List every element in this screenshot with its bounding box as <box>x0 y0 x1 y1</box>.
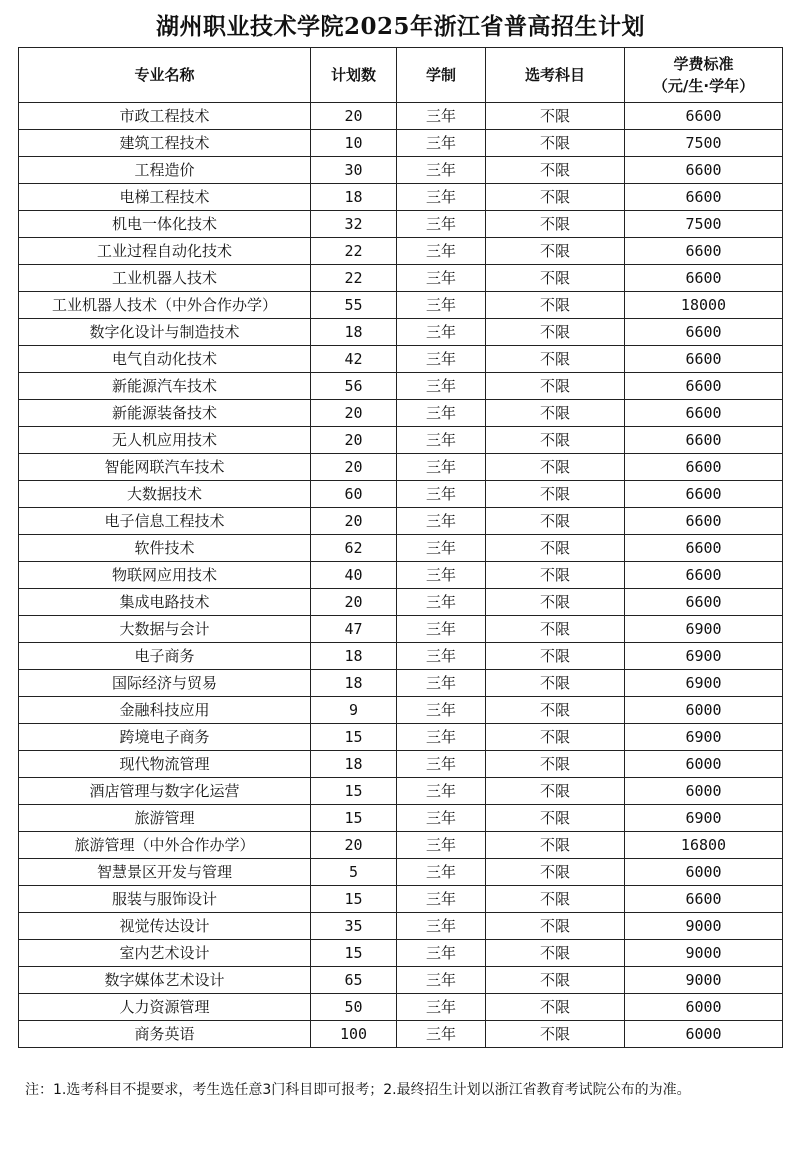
table-row <box>19 454 783 481</box>
document-title: 湖州职业技术学院2025年浙江省普高招生计划 <box>155 13 645 40</box>
duration-cell: 三年 <box>397 1021 486 1048</box>
duration-cell: 三年 <box>397 805 486 832</box>
major-cell: 电梯工程技术 <box>19 184 311 211</box>
major-cell: 工业机器人技术（中外合作办学） <box>19 292 311 319</box>
major-cell: 建筑工程技术 <box>19 130 311 157</box>
enrollment-plan-table <box>18 47 783 1048</box>
duration-cell: 三年 <box>397 157 486 184</box>
table-row <box>19 373 783 400</box>
duration-cell: 三年 <box>397 643 486 670</box>
count-cell: 42 <box>311 346 397 373</box>
major-cell: 国际经济与贸易 <box>19 670 311 697</box>
fee-cell: 6000 <box>625 697 783 724</box>
duration-cell: 三年 <box>397 211 486 238</box>
table-row <box>19 265 783 292</box>
header-major: 专业名称 <box>19 48 311 103</box>
fee-cell: 6600 <box>625 157 783 184</box>
count-cell: 15 <box>311 724 397 751</box>
major-cell: 新能源汽车技术 <box>19 373 311 400</box>
subjects-cell: 不限 <box>486 994 625 1021</box>
fee-cell: 6600 <box>625 400 783 427</box>
table-row <box>19 805 783 832</box>
major-cell: 大数据技术 <box>19 481 311 508</box>
count-cell: 50 <box>311 994 397 1021</box>
fee-cell: 6600 <box>625 103 783 130</box>
duration-cell: 三年 <box>397 859 486 886</box>
major-cell: 酒店管理与数字化运营 <box>19 778 311 805</box>
table-row <box>19 157 783 184</box>
table-row <box>19 859 783 886</box>
count-cell: 20 <box>311 427 397 454</box>
fee-cell: 6600 <box>625 562 783 589</box>
subjects-cell: 不限 <box>486 859 625 886</box>
major-cell: 智能网联汽车技术 <box>19 454 311 481</box>
count-cell: 22 <box>311 265 397 292</box>
duration-cell: 三年 <box>397 481 486 508</box>
major-cell: 电气自动化技术 <box>19 346 311 373</box>
count-cell: 20 <box>311 103 397 130</box>
subjects-cell: 不限 <box>486 751 625 778</box>
major-cell: 智慧景区开发与管理 <box>19 859 311 886</box>
duration-cell: 三年 <box>397 589 486 616</box>
fee-cell: 6600 <box>625 535 783 562</box>
count-cell: 15 <box>311 778 397 805</box>
table-row <box>19 562 783 589</box>
subjects-cell: 不限 <box>486 832 625 859</box>
major-cell: 电子信息工程技术 <box>19 508 311 535</box>
table-row <box>19 724 783 751</box>
subjects-cell: 不限 <box>486 292 625 319</box>
fee-cell: 18000 <box>625 292 783 319</box>
subjects-cell: 不限 <box>486 616 625 643</box>
count-cell: 15 <box>311 940 397 967</box>
table-row <box>19 346 783 373</box>
major-cell: 商务英语 <box>19 1021 311 1048</box>
fee-cell: 16800 <box>625 832 783 859</box>
count-cell: 62 <box>311 535 397 562</box>
subjects-cell: 不限 <box>486 238 625 265</box>
subjects-cell: 不限 <box>486 130 625 157</box>
count-cell: 60 <box>311 481 397 508</box>
table-row <box>19 508 783 535</box>
subjects-cell: 不限 <box>486 265 625 292</box>
header-fee-label: 学费标准 <box>673 55 734 73</box>
fee-cell: 6900 <box>625 670 783 697</box>
major-cell: 数字媒体艺术设计 <box>19 967 311 994</box>
table-row <box>19 103 783 130</box>
duration-cell: 三年 <box>397 454 486 481</box>
fee-cell: 6600 <box>625 238 783 265</box>
count-cell: 55 <box>311 292 397 319</box>
table-row <box>19 643 783 670</box>
fee-cell: 6000 <box>625 1021 783 1048</box>
fee-cell: 6600 <box>625 886 783 913</box>
table-row <box>19 994 783 1021</box>
count-cell: 65 <box>311 967 397 994</box>
fee-cell: 6600 <box>625 454 783 481</box>
count-cell: 18 <box>311 319 397 346</box>
table-row <box>19 427 783 454</box>
table-row <box>19 832 783 859</box>
table-row <box>19 400 783 427</box>
subjects-cell: 不限 <box>486 400 625 427</box>
count-cell: 47 <box>311 616 397 643</box>
major-cell: 软件技术 <box>19 535 311 562</box>
major-cell: 金融科技应用 <box>19 697 311 724</box>
fee-cell: 6600 <box>625 481 783 508</box>
count-cell: 5 <box>311 859 397 886</box>
major-cell: 电子商务 <box>19 643 311 670</box>
duration-cell: 三年 <box>397 346 486 373</box>
table-row <box>19 616 783 643</box>
major-cell: 人力资源管理 <box>19 994 311 1021</box>
fee-cell: 6600 <box>625 508 783 535</box>
fee-cell: 6900 <box>625 616 783 643</box>
subjects-cell: 不限 <box>486 778 625 805</box>
table-row <box>19 697 783 724</box>
table-row <box>19 940 783 967</box>
subjects-cell: 不限 <box>486 508 625 535</box>
count-cell: 20 <box>311 832 397 859</box>
subjects-cell: 不限 <box>486 805 625 832</box>
major-cell: 无人机应用技术 <box>19 427 311 454</box>
table-row <box>19 130 783 157</box>
table-row <box>19 1021 783 1048</box>
subjects-cell: 不限 <box>486 103 625 130</box>
fee-cell: 7500 <box>625 211 783 238</box>
duration-cell: 三年 <box>397 184 486 211</box>
duration-cell: 三年 <box>397 103 486 130</box>
count-cell: 40 <box>311 562 397 589</box>
subjects-cell: 不限 <box>486 643 625 670</box>
fee-cell: 6600 <box>625 427 783 454</box>
major-cell: 工程造价 <box>19 157 311 184</box>
fee-cell: 6000 <box>625 751 783 778</box>
duration-cell: 三年 <box>397 697 486 724</box>
table-row <box>19 481 783 508</box>
duration-cell: 三年 <box>397 913 486 940</box>
major-cell: 市政工程技术 <box>19 103 311 130</box>
duration-cell: 三年 <box>397 508 486 535</box>
table-row <box>19 670 783 697</box>
subjects-cell: 不限 <box>486 886 625 913</box>
subjects-cell: 不限 <box>486 157 625 184</box>
table-row <box>19 778 783 805</box>
subjects-cell: 不限 <box>486 913 625 940</box>
count-cell: 32 <box>311 211 397 238</box>
subjects-cell: 不限 <box>486 427 625 454</box>
subjects-cell: 不限 <box>486 184 625 211</box>
count-cell: 22 <box>311 238 397 265</box>
fee-cell: 6600 <box>625 319 783 346</box>
subjects-cell: 不限 <box>486 697 625 724</box>
header-count: 计划数 <box>311 48 397 103</box>
fee-cell: 9000 <box>625 940 783 967</box>
fee-cell: 6000 <box>625 994 783 1021</box>
duration-cell: 三年 <box>397 670 486 697</box>
count-cell: 20 <box>311 400 397 427</box>
major-cell: 物联网应用技术 <box>19 562 311 589</box>
count-cell: 20 <box>311 454 397 481</box>
table-row <box>19 886 783 913</box>
count-cell: 20 <box>311 589 397 616</box>
count-cell: 100 <box>311 1021 397 1048</box>
subjects-cell: 不限 <box>486 1021 625 1048</box>
table-header-row <box>19 48 783 103</box>
fee-cell: 6900 <box>625 724 783 751</box>
count-cell: 56 <box>311 373 397 400</box>
major-cell: 机电一体化技术 <box>19 211 311 238</box>
major-cell: 服装与服饰设计 <box>19 886 311 913</box>
count-cell: 30 <box>311 157 397 184</box>
duration-cell: 三年 <box>397 778 486 805</box>
duration-cell: 三年 <box>397 832 486 859</box>
fee-cell: 7500 <box>625 130 783 157</box>
fee-cell: 6600 <box>625 373 783 400</box>
major-cell: 数字化设计与制造技术 <box>19 319 311 346</box>
table-row <box>19 238 783 265</box>
duration-cell: 三年 <box>397 265 486 292</box>
count-cell: 18 <box>311 184 397 211</box>
major-cell: 工业过程自动化技术 <box>19 238 311 265</box>
major-cell: 大数据与会计 <box>19 616 311 643</box>
duration-cell: 三年 <box>397 292 486 319</box>
header-fee <box>625 48 783 103</box>
subjects-cell: 不限 <box>486 562 625 589</box>
table-row <box>19 751 783 778</box>
table-row <box>19 211 783 238</box>
subjects-cell: 不限 <box>486 211 625 238</box>
fee-cell: 9000 <box>625 913 783 940</box>
subjects-cell: 不限 <box>486 481 625 508</box>
duration-cell: 三年 <box>397 400 486 427</box>
major-cell: 跨境电子商务 <box>19 724 311 751</box>
table-row <box>19 535 783 562</box>
count-cell: 9 <box>311 697 397 724</box>
duration-cell: 三年 <box>397 940 486 967</box>
subjects-cell: 不限 <box>486 346 625 373</box>
duration-cell: 三年 <box>397 130 486 157</box>
fee-cell: 6000 <box>625 859 783 886</box>
fee-cell: 6900 <box>625 643 783 670</box>
table-row <box>19 184 783 211</box>
table-row <box>19 589 783 616</box>
duration-cell: 三年 <box>397 724 486 751</box>
duration-cell: 三年 <box>397 319 486 346</box>
header-duration: 学制 <box>397 48 486 103</box>
subjects-cell: 不限 <box>486 589 625 616</box>
fee-cell: 9000 <box>625 967 783 994</box>
duration-cell: 三年 <box>397 562 486 589</box>
duration-cell: 三年 <box>397 616 486 643</box>
duration-cell: 三年 <box>397 427 486 454</box>
subjects-cell: 不限 <box>486 724 625 751</box>
table-row <box>19 319 783 346</box>
major-cell: 新能源装备技术 <box>19 400 311 427</box>
major-cell: 旅游管理 <box>19 805 311 832</box>
subjects-cell: 不限 <box>486 535 625 562</box>
subjects-cell: 不限 <box>486 454 625 481</box>
duration-cell: 三年 <box>397 994 486 1021</box>
fee-cell: 6900 <box>625 805 783 832</box>
table-body <box>19 103 783 1048</box>
count-cell: 20 <box>311 508 397 535</box>
subjects-cell: 不限 <box>486 940 625 967</box>
major-cell: 工业机器人技术 <box>19 265 311 292</box>
subjects-cell: 不限 <box>486 319 625 346</box>
duration-cell: 三年 <box>397 886 486 913</box>
major-cell: 现代物流管理 <box>19 751 311 778</box>
table-row <box>19 292 783 319</box>
count-cell: 15 <box>311 886 397 913</box>
count-cell: 18 <box>311 643 397 670</box>
count-cell: 35 <box>311 913 397 940</box>
fee-cell: 6600 <box>625 346 783 373</box>
fee-cell: 6000 <box>625 778 783 805</box>
major-cell: 旅游管理（中外合作办学） <box>19 832 311 859</box>
count-cell: 10 <box>311 130 397 157</box>
subjects-cell: 不限 <box>486 967 625 994</box>
count-cell: 18 <box>311 670 397 697</box>
duration-cell: 三年 <box>397 373 486 400</box>
fee-cell: 6600 <box>625 184 783 211</box>
duration-cell: 三年 <box>397 751 486 778</box>
fee-cell: 6600 <box>625 589 783 616</box>
footnote: 注：1.选考科目不提要求，考生选任意3门科目即可报考；2.最终招生计划以浙江省教育考试院公布的为准。 <box>25 1082 691 1098</box>
duration-cell: 三年 <box>397 967 486 994</box>
subjects-cell: 不限 <box>486 373 625 400</box>
duration-cell: 三年 <box>397 238 486 265</box>
subjects-cell: 不限 <box>486 670 625 697</box>
major-cell: 视觉传达设计 <box>19 913 311 940</box>
major-cell: 室内艺术设计 <box>19 940 311 967</box>
table-row <box>19 967 783 994</box>
count-cell: 15 <box>311 805 397 832</box>
header-subjects: 选考科目 <box>486 48 625 103</box>
table-row <box>19 913 783 940</box>
header-fee-unit: （元/生·学年） <box>652 77 755 95</box>
count-cell: 18 <box>311 751 397 778</box>
fee-cell: 6600 <box>625 265 783 292</box>
duration-cell: 三年 <box>397 535 486 562</box>
major-cell: 集成电路技术 <box>19 589 311 616</box>
